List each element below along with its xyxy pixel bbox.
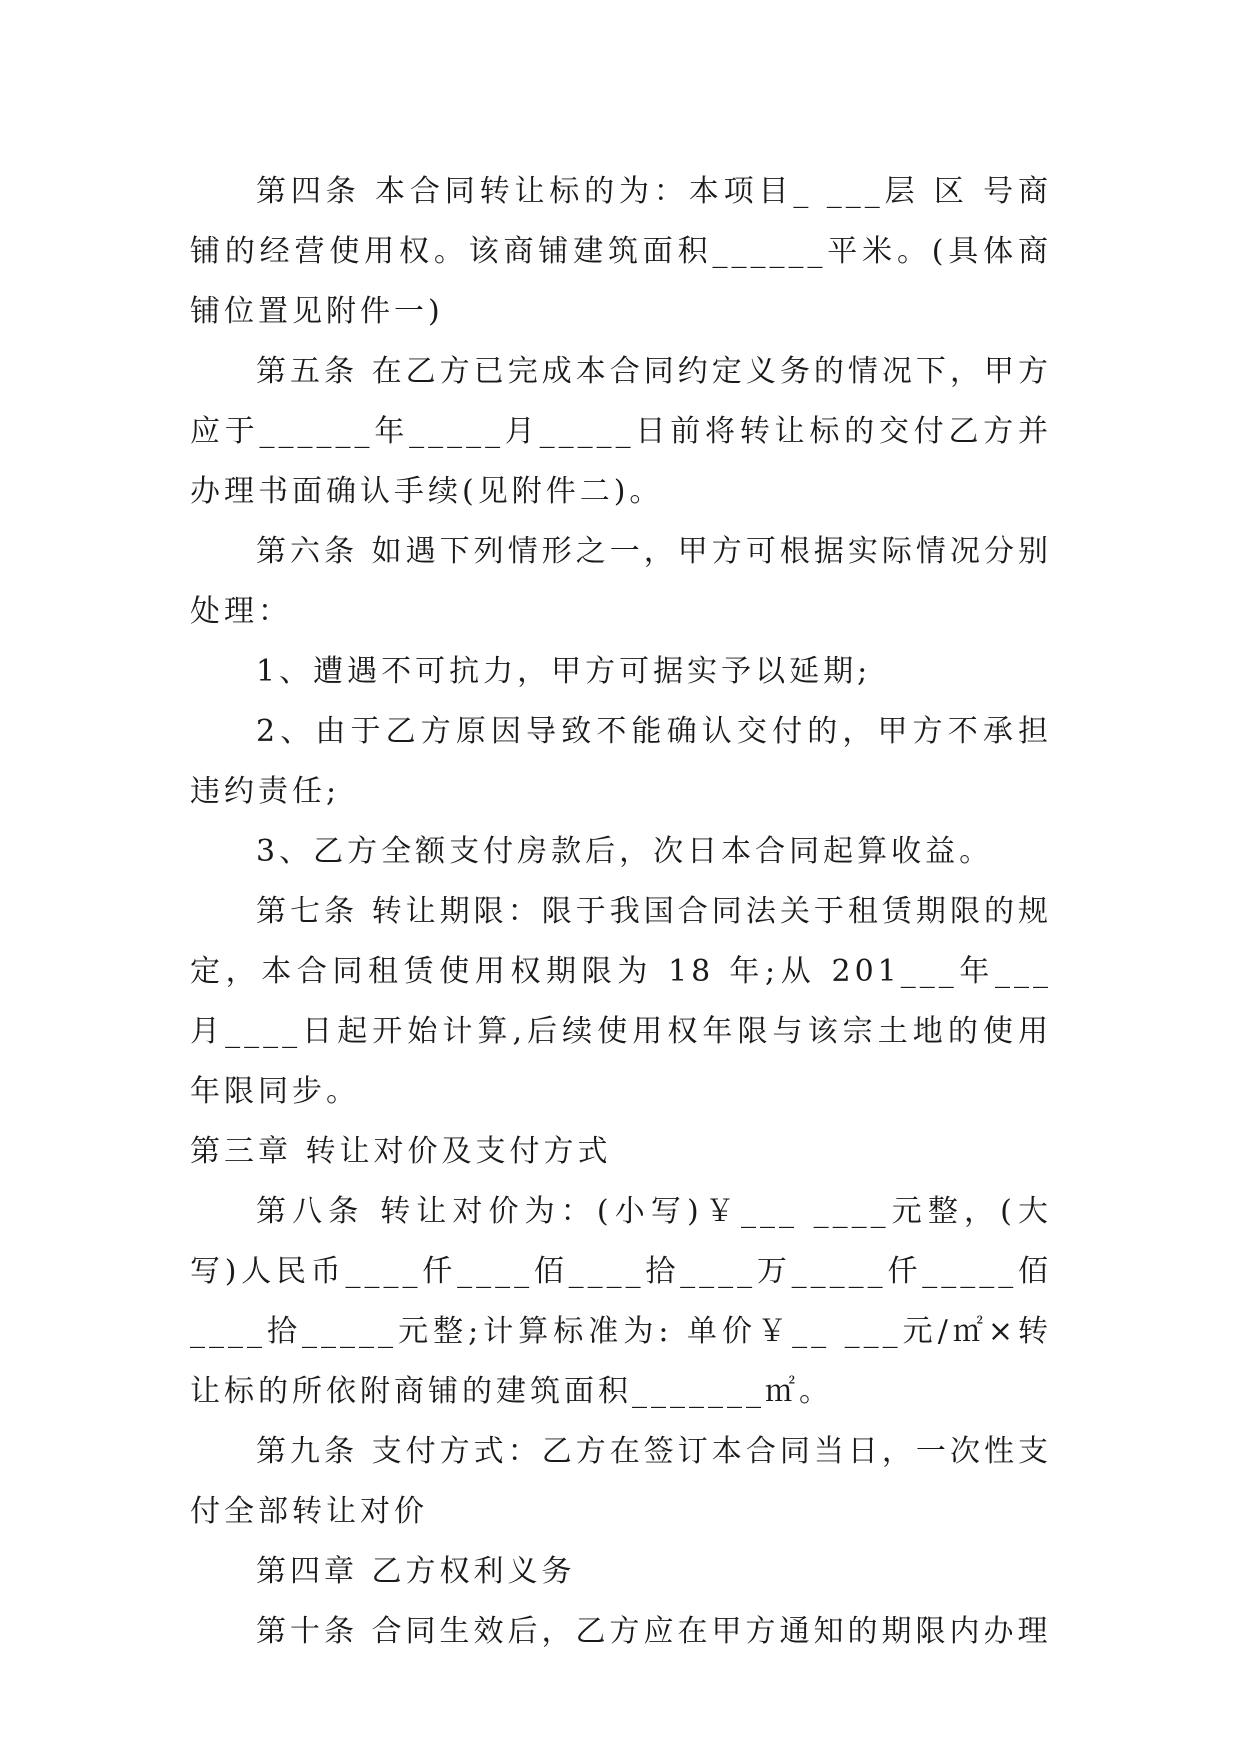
article-6-item-2: 2、由于乙方原因导致不能确认交付的，甲方不承担违约责任; [190, 714, 1052, 809]
article-4-paragraph: 第四条 本合同转让标的为：本项目_ ___层 区 号商铺的经营使用权。该商铺建筑面积______平米。(具体商铺位置见附件一) [190, 174, 1052, 329]
article-6-item-3: 3、乙方全额支付房款后，次日本合同起算收益。 [256, 834, 994, 869]
chapter-3-heading: 第三章 转让对价及支付方式 [190, 1134, 612, 1169]
article-7-paragraph: 第七条 转让期限：限于我国合同法关于租赁期限的规定，本合同租赁使用权期限为 18 年;从 201___年___月____日起开始计算,后续使用权年限与该宗土地的使用年限同步。 [190, 894, 1052, 1109]
chapter-4-heading: 第四章 乙方权利义务 [256, 1554, 576, 1589]
article-6-paragraph: 第六条 如遇下列情形之一，甲方可根据实际情况分别处理： [190, 534, 1052, 629]
article-10-paragraph: 第十条 合同生效后，乙方应在甲方通知的期限内办理 [256, 1614, 1052, 1649]
article-6-item-1: 1、遭遇不可抗力，甲方可据实予以延期; [256, 654, 872, 689]
document-page [190, 162, 1052, 1662]
article-5-paragraph: 第五条 在乙方已完成本合同约定义务的情况下，甲方应于______年_____月_____日前将转让标的交付乙方并办理书面确认手续(见附件二)。 [190, 354, 1052, 509]
article-8-paragraph: 第八条 转让对价为：(小写)￥___ ____元整，(大写)人民币____仟____佰____拾____万_____仟_____佰____拾_____元整;计算标准为: 单价￥__ ___元/㎡×转让标的所依附商铺的建筑面积_______㎡。 [190, 1194, 1052, 1409]
article-9-paragraph: 第九条 支付方式：乙方在签订本合同当日，一次性支付全部转让对价 [190, 1434, 1052, 1529]
